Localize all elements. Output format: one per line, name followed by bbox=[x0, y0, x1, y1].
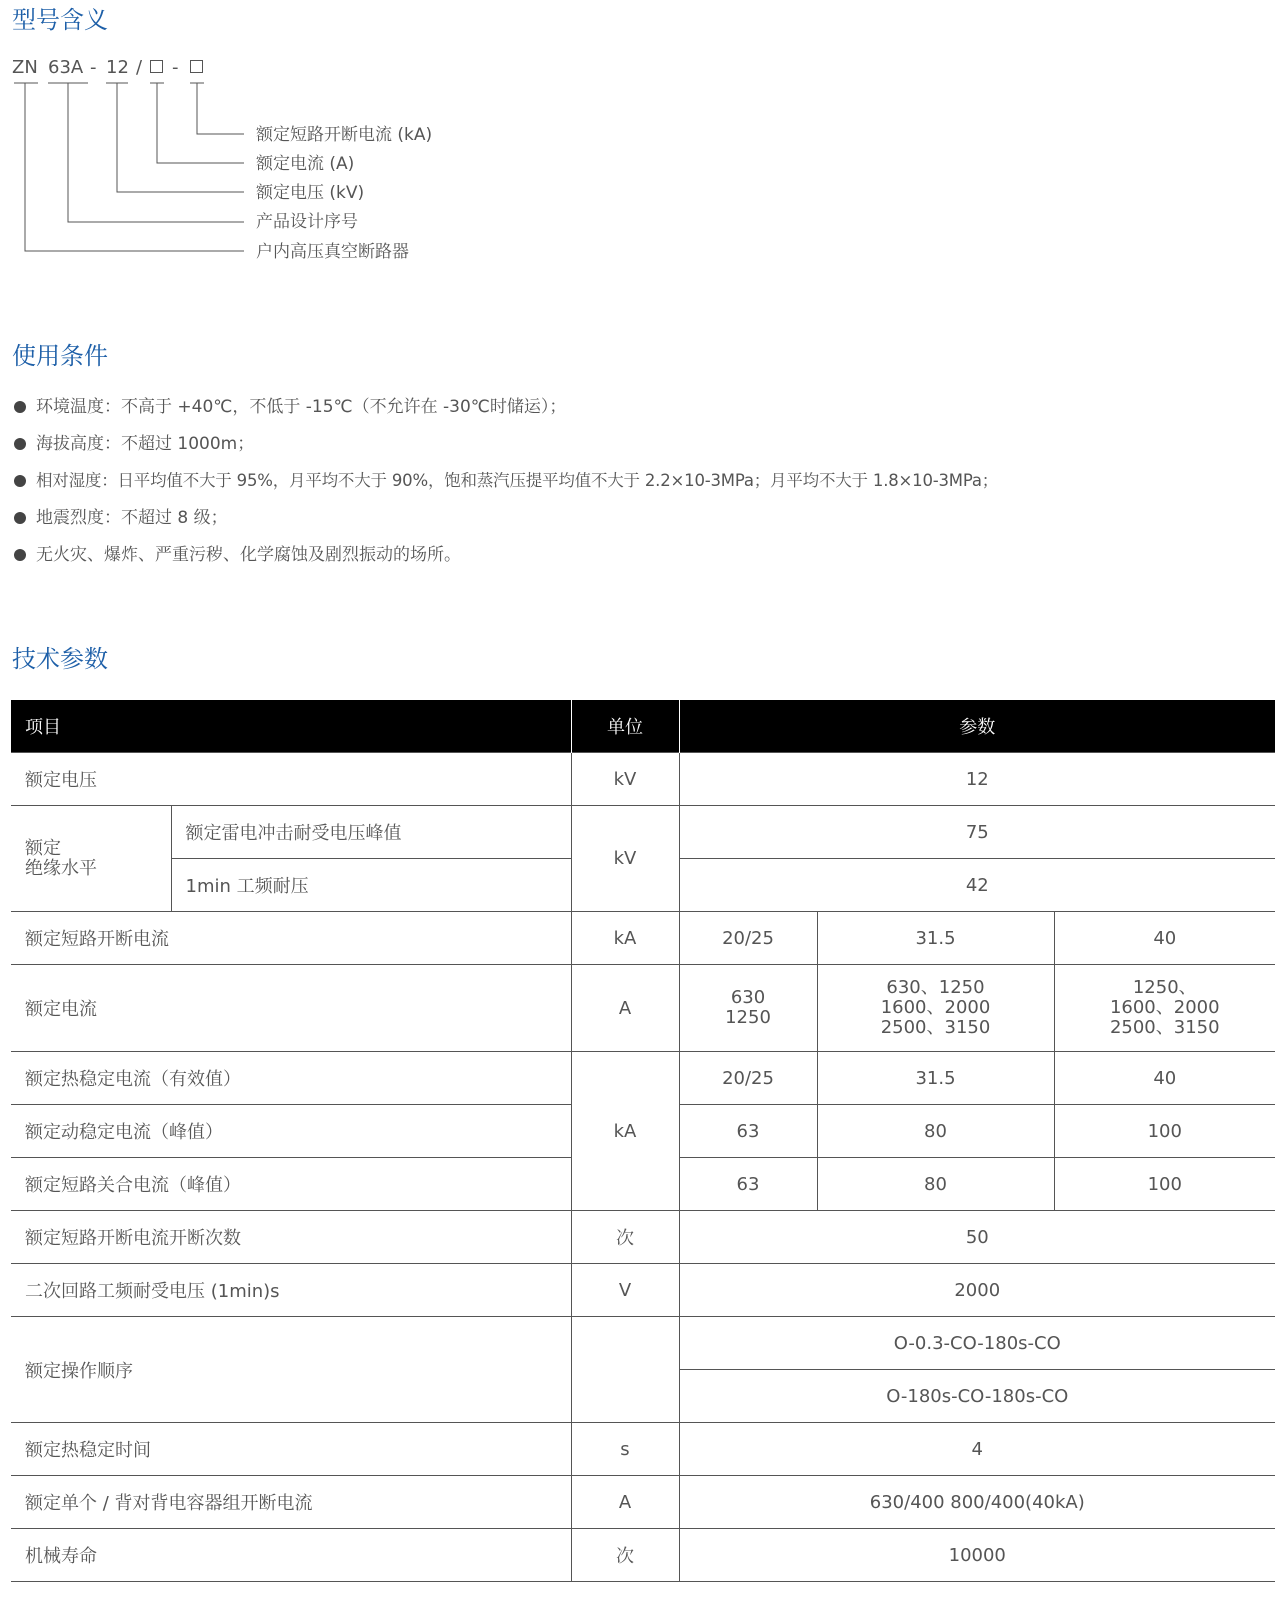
condition-seismic: 地震烈度：不超过 8 级； bbox=[36, 508, 228, 528]
model-code-dash: - bbox=[172, 57, 179, 78]
conditions-heading: 使用条件 bbox=[12, 342, 108, 370]
row-label: 额定电压 bbox=[11, 753, 571, 806]
row-label: 额定短路开断电流 bbox=[11, 912, 571, 965]
row-value: 63 bbox=[679, 1105, 817, 1158]
table-header-row bbox=[11, 700, 1275, 753]
row-unit bbox=[571, 1317, 679, 1423]
model-code-leader-lines bbox=[0, 0, 300, 270]
condition-environment: 无火灾、爆炸、严重污秽、化学腐蚀及剧烈振动的场所。 bbox=[36, 545, 461, 565]
bullet-icon bbox=[14, 401, 26, 413]
row-label: 额定单个 / 背对背电容器组开断电流 bbox=[11, 1476, 571, 1529]
table-row bbox=[11, 912, 1275, 965]
row-value: 40 bbox=[1054, 1052, 1275, 1105]
row-unit: V bbox=[571, 1264, 679, 1317]
insulation-label: 额定 绝缘水平 bbox=[25, 837, 97, 879]
row-label: 二次回路工频耐受电压 (1min)s bbox=[11, 1264, 571, 1317]
row-value bbox=[1054, 965, 1275, 1052]
header-item: 项目 bbox=[11, 700, 571, 753]
list-item bbox=[12, 433, 998, 470]
row-label: 额定短路关合电流（峰值） bbox=[11, 1158, 571, 1211]
row-value: 31.5 bbox=[817, 912, 1054, 965]
model-meaning-heading: 型号含义 bbox=[12, 6, 108, 34]
row-label: 额定热稳定时间 bbox=[11, 1423, 571, 1476]
row-value: 50 bbox=[679, 1211, 1275, 1264]
row-unit: A bbox=[571, 965, 679, 1052]
tech-params-table bbox=[11, 700, 1275, 1582]
rated-current-value-2: 630、1250 1600、2000 2500、3150 bbox=[880, 977, 991, 1038]
row-value: 75 bbox=[679, 806, 1275, 859]
row-value: 80 bbox=[817, 1105, 1054, 1158]
row-unit: 次 bbox=[571, 1529, 679, 1582]
row-label: 额定动稳定电流（峰值） bbox=[11, 1105, 571, 1158]
table-row bbox=[11, 1211, 1275, 1264]
row-unit: kV bbox=[571, 753, 679, 806]
legend-indoor-vacuum-breaker: 户内高压真空断路器 bbox=[256, 242, 409, 262]
condition-temperature: 环境温度：不高于 +40℃，不低于 -15℃（不允许在 -30℃时储运）； bbox=[36, 397, 567, 417]
table-row bbox=[11, 806, 1275, 859]
row-label: 额定短路开断电流开断次数 bbox=[11, 1211, 571, 1264]
list-item bbox=[12, 544, 998, 581]
row-unit: kV bbox=[571, 806, 679, 912]
table-row bbox=[11, 753, 1275, 806]
row-value: 31.5 bbox=[817, 1052, 1054, 1105]
model-code-slash: / bbox=[136, 57, 143, 78]
bullet-icon bbox=[14, 475, 26, 487]
row-label: 机械寿命 bbox=[11, 1529, 571, 1582]
table-row bbox=[11, 1476, 1275, 1529]
row-unit: s bbox=[571, 1423, 679, 1476]
row-value: 63 bbox=[679, 1158, 817, 1211]
row-value: O-0.3-CO-180s-CO bbox=[679, 1317, 1275, 1370]
legend-design-serial: 产品设计序号 bbox=[256, 212, 358, 232]
row-label: 额定电流 bbox=[11, 965, 571, 1052]
row-value: 40 bbox=[1054, 912, 1275, 965]
row-value: 100 bbox=[1054, 1158, 1275, 1211]
condition-humidity: 相对湿度：日平均值不大于 95%，月平均不大于 90%，饱和蒸汽压提平均值不大于 2.2×10-3MPa；月平均不大于 1.8×10-3MPa； bbox=[36, 471, 999, 490]
list-item bbox=[12, 396, 998, 433]
row-value: 12 bbox=[679, 753, 1275, 806]
bullet-icon bbox=[14, 549, 26, 561]
row-value: 80 bbox=[817, 1158, 1054, 1211]
row-value bbox=[679, 965, 817, 1052]
tech-params-heading: 技术参数 bbox=[12, 645, 108, 673]
table-row bbox=[11, 1264, 1275, 1317]
row-sublabel: 额定雷电冲击耐受电压峰值 bbox=[171, 806, 571, 859]
row-value: 100 bbox=[1054, 1105, 1275, 1158]
list-item bbox=[12, 507, 998, 544]
row-value bbox=[817, 965, 1054, 1052]
model-code-12: 12 bbox=[106, 57, 129, 78]
row-sublabel: 1min 工频耐压 bbox=[171, 859, 571, 912]
row-value: 42 bbox=[679, 859, 1275, 912]
condition-altitude: 海拔高度：不超过 1000m； bbox=[36, 434, 255, 454]
rated-current-value-1: 630 1250 bbox=[725, 987, 771, 1028]
row-value: 20/25 bbox=[679, 1052, 817, 1105]
row-unit: 次 bbox=[571, 1211, 679, 1264]
conditions-list bbox=[12, 396, 998, 581]
model-code-zn: ZN bbox=[12, 57, 38, 78]
row-label bbox=[11, 806, 171, 912]
row-label: 额定热稳定电流（有效值） bbox=[11, 1052, 571, 1105]
row-unit: kA bbox=[571, 912, 679, 965]
row-value: 20/25 bbox=[679, 912, 817, 965]
table-row bbox=[11, 1052, 1275, 1105]
header-params: 参数 bbox=[679, 700, 1275, 753]
row-label: 额定操作顺序 bbox=[11, 1317, 571, 1423]
model-code-63a: 63A bbox=[48, 57, 84, 78]
header-unit: 单位 bbox=[571, 700, 679, 753]
list-item bbox=[12, 470, 998, 507]
row-value: O-180s-CO-180s-CO bbox=[679, 1370, 1275, 1423]
table-row bbox=[11, 1317, 1275, 1370]
row-value: 630/400 800/400(40kA) bbox=[679, 1476, 1275, 1529]
row-unit: A bbox=[571, 1476, 679, 1529]
bullet-icon bbox=[14, 512, 26, 524]
legend-rated-voltage: 额定电压 (kV) bbox=[256, 183, 365, 203]
row-value: 4 bbox=[679, 1423, 1275, 1476]
legend-rated-current: 额定电流 (A) bbox=[256, 154, 355, 174]
table-row bbox=[11, 965, 1275, 1052]
table-row bbox=[11, 1423, 1275, 1476]
table-row bbox=[11, 1529, 1275, 1582]
row-value: 2000 bbox=[679, 1264, 1275, 1317]
row-value: 10000 bbox=[679, 1529, 1275, 1582]
model-code-dash: - bbox=[90, 57, 97, 78]
legend-breaking-current: 额定短路开断电流 (kA) bbox=[256, 125, 433, 145]
row-unit: kA bbox=[571, 1052, 679, 1211]
bullet-icon bbox=[14, 438, 26, 450]
rated-current-value-3: 1250、 1600、2000 2500、3150 bbox=[1109, 977, 1220, 1038]
